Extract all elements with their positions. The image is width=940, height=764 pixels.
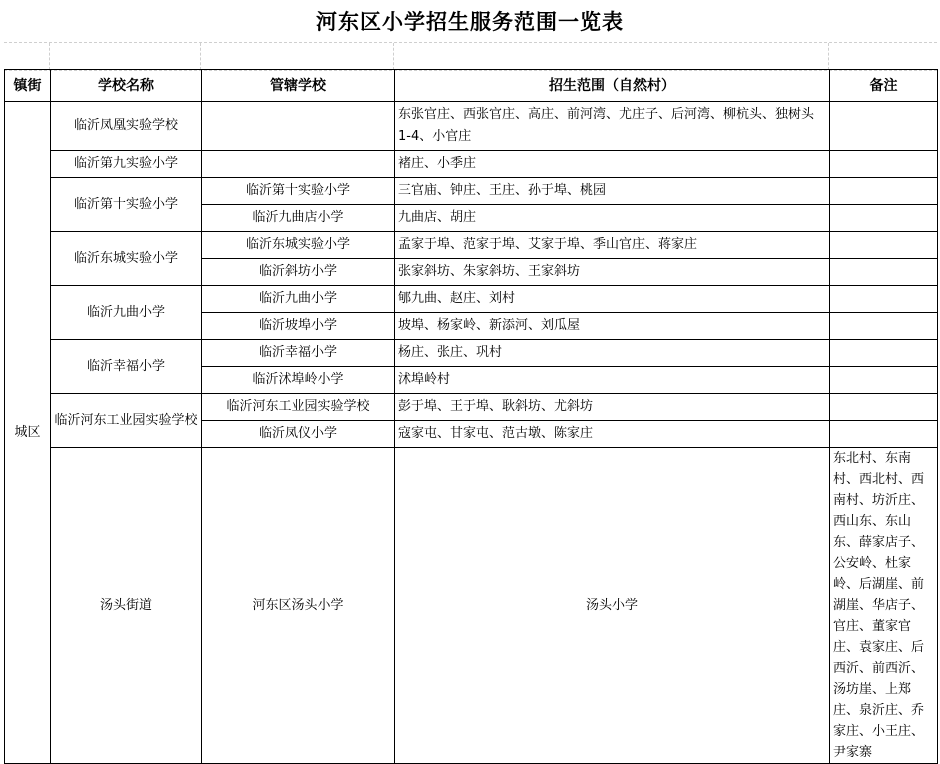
school-name-cell: 临沂九曲小学 (51, 286, 202, 340)
table-row (5, 340, 938, 367)
remark-cell (830, 394, 938, 421)
remark-cell (830, 205, 938, 232)
remark-cell (830, 232, 938, 259)
scope-cell: 九曲店、胡庄 (395, 205, 830, 232)
scope-cell: 张家斜坊、朱家斜坊、王家斜坊 (395, 259, 830, 286)
scope-cell: 杨庄、张庄、巩村 (395, 340, 830, 367)
header-jurisdiction: 管辖学校 (202, 70, 395, 102)
table-row (5, 232, 938, 259)
school-name-cell: 临沂幸福小学 (51, 340, 202, 394)
school-name-cell: 临沂东城实验小学 (51, 232, 202, 286)
table-row (5, 286, 938, 313)
jurisdiction-cell (202, 151, 395, 178)
header-row (5, 70, 938, 102)
remark-cell (830, 421, 938, 448)
scope-cell: 褚庄、小季庄 (395, 151, 830, 178)
remark-cell (830, 102, 938, 151)
school-name-cell: 河东区汤头小学 (202, 448, 395, 764)
remark-cell (830, 313, 938, 340)
scope-cell: 三官庙、钟庄、王庄、孙于埠、桃园 (395, 178, 830, 205)
spacer-row (4, 42, 937, 71)
table-row (5, 151, 938, 178)
remark-cell (830, 151, 938, 178)
school-name-cell: 临沂凤凰实验学校 (51, 102, 202, 151)
scope-cell: 东张官庄、西张官庄、高庄、前河湾、尤庄子、后河湾、柳杭头、独树头 1-4、小官庄 (395, 102, 830, 151)
page-title: 河东区小学招生服务范围一览表 (316, 10, 624, 34)
jurisdiction-cell: 临沂沭埠岭小学 (202, 367, 395, 394)
scope-cell: 郇九曲、赵庄、刘村 (395, 286, 830, 313)
jurisdiction-cell: 临沂河东工业园实验学校 (202, 394, 395, 421)
remark-cell (830, 340, 938, 367)
jurisdiction-cell: 汤头小学 (395, 448, 830, 764)
jurisdiction-cell: 临沂坡埠小学 (202, 313, 395, 340)
jurisdiction-cell: 临沂幸福小学 (202, 340, 395, 367)
jurisdiction-cell: 临沂第十实验小学 (202, 178, 395, 205)
remark-cell (830, 259, 938, 286)
scope-cell: 东北村、东南村、西北村、西南村、坊沂庄、西山东、东山东、薛家店子、公安岭、杜家岭、后湖崖、前湖崖、华店子、官庄、董家官庄、袁家庄、后西沂、前西沂、汤坊崖、上郑庄、泉沂庄、乔家庄、小王庄、尹家寨 (830, 448, 938, 764)
table-row (5, 448, 938, 764)
header-district: 镇街 (5, 70, 51, 102)
table-row (5, 102, 938, 151)
jurisdiction-cell: 临沂九曲小学 (202, 286, 395, 313)
jurisdiction-cell: 临沂斜坊小学 (202, 259, 395, 286)
remark-cell (830, 178, 938, 205)
scope-cell: 坡埠、杨家岭、新添河、刘瓜屋 (395, 313, 830, 340)
remark-cell (830, 286, 938, 313)
district-cell: 汤头街道 (51, 448, 202, 764)
header-school: 学校名称 (51, 70, 202, 102)
jurisdiction-cell (202, 102, 395, 151)
table-row (5, 394, 938, 421)
school-name-cell: 临沂第十实验小学 (51, 178, 202, 232)
jurisdiction-cell: 临沂东城实验小学 (202, 232, 395, 259)
jurisdiction-cell: 临沂九曲店小学 (202, 205, 395, 232)
scope-cell: 寇家屯、甘家屯、范古墩、陈家庄 (395, 421, 830, 448)
scope-cell: 沭埠岭村 (395, 367, 830, 394)
jurisdiction-cell: 临沂凤仪小学 (202, 421, 395, 448)
header-scope: 招生范围（自然村） (395, 70, 830, 102)
remark-cell (830, 367, 938, 394)
scope-cell: 孟家于埠、范家于埠、艾家于埠、季山官庄、蒋家庄 (395, 232, 830, 259)
table-row (5, 178, 938, 205)
school-name-cell: 临沂第九实验小学 (51, 151, 202, 178)
school-name-cell: 临沂河东工业园实验学校 (51, 394, 202, 448)
district-cell: 城区 (5, 102, 51, 764)
enrollment-table (4, 69, 938, 764)
scope-cell: 彭于埠、王于埠、耿斜坊、尤斜坊 (395, 394, 830, 421)
header-remark: 备注 (830, 70, 938, 102)
